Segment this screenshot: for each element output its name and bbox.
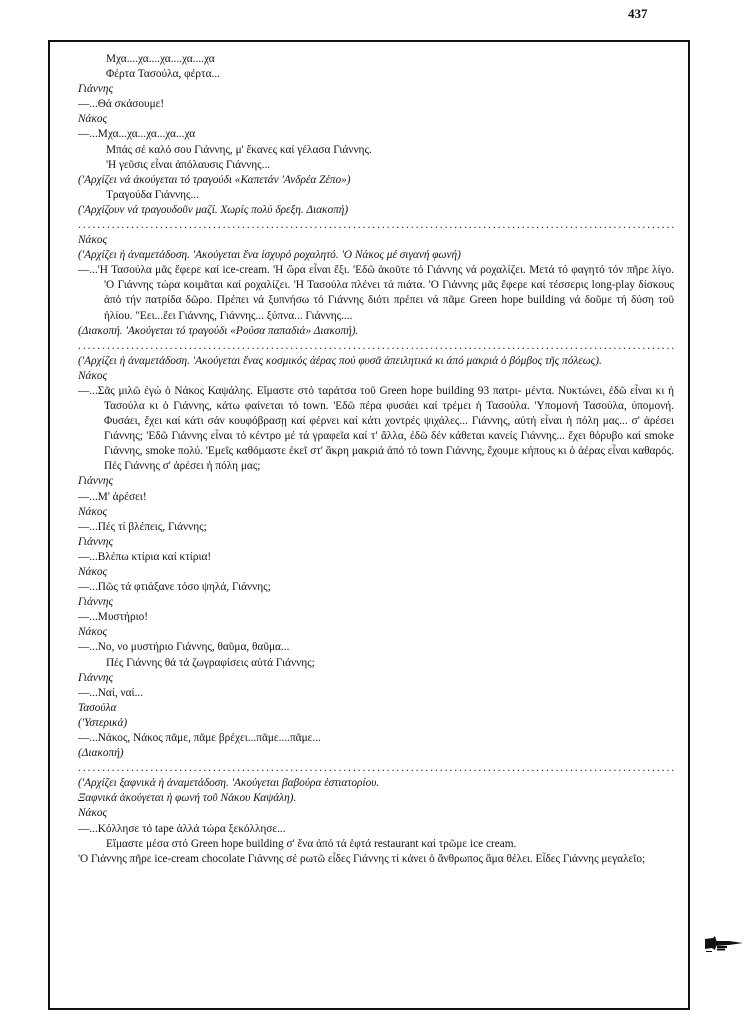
dialogue-line: 'Η γεῦσις εἶναι ἀπόλαυσις Γιάννης... (106, 158, 271, 171)
dialogue-line: —...Μυστήριο! (78, 611, 149, 624)
speaker-name: Γιάννης (78, 475, 114, 488)
dotted-separator (78, 219, 674, 232)
pointing-hand-icon (703, 934, 745, 954)
text-block-3 (78, 354, 674, 762)
dialogue-line: —...'Η Τασούλα μᾶς ἔφερε καί ice-cream. 'Η ὥρα εἶναι ἔξι. 'Εδῶ ἀκοῦτε τό Γιάννης νά ροχαλίζει. Μετά τό φαγητό τόν πῆρε λίγο. 'Ο Γιάννης τώρα κοιμᾶται καί ροχαλίζει. 'Η Τασούλα πλένει τά πιάτα. 'Ο Γιάννης μᾶς ἔφερε καί τέσσερις long-play δίσκους ἀπό τήν πατρίδα δῶρο. Πρέπει νά ξυπνήσω τό Γιάννης διότι πρέπει νά πᾶμε Green hope building νά δοῦμε τή δύση τοῦ ἡλίου. "Εει...ἔει Γιάννης, Γιάννης... ξύπνα... Γιάννης.... (78, 264, 674, 322)
dotted-separator (78, 762, 674, 775)
dialogue-line: —...Ναί, ναί... (78, 686, 144, 699)
dialogue-line: —...Νο, νο μυστήριο Γιάννης, θαῦμα, θαῦμα... (78, 641, 290, 654)
speaker-name: Νάκος (78, 505, 108, 518)
dialogue-line: —...Μ' ἀρέσει! (78, 490, 147, 503)
text-block-4 (78, 776, 674, 867)
dialogue-line: —...Νάκος, Νάκος πᾶμε, πᾶμε βρέχει...πᾶμε....πᾶμε... (78, 732, 321, 745)
speaker-name: Νάκος (78, 234, 108, 247)
dialogue-line: Εἴμαστε μέσα στό Green hope building σ' ἕνα ἀπό τά ἑφτά restaurant καί τρῶμε ice cream. (106, 837, 517, 850)
speaker-name: Γιάννης (78, 596, 114, 609)
dialogue-line: —...Μχα...χα...χα...χα...χα (78, 128, 196, 141)
stage-direction: ('Αρχίζει νά ἀκούγεται τό τραγούδι «Καπετάν 'Ανδρέα Ζέπο») (78, 173, 351, 186)
document-body (78, 52, 674, 867)
dialogue-line: —...Θά σκάσουμε! (78, 98, 165, 111)
speaker-name: Νάκος (78, 807, 108, 820)
stage-direction: ('Υστερικά) (78, 716, 128, 729)
dialogue-line: —...Πῶς τά φτιάξανε τόσο ψηλά, Γιάννης; (78, 581, 271, 594)
stage-direction: ('Αρχίζει ξαφνικά ἡ ἀναμετάδοση. 'Ακούγεται βαβούρα ἑστιατορίου. (78, 777, 380, 790)
dialogue-line: —...Κόλλησε τό tape ἀλλά τώρα ξεκόλλησε... (78, 822, 286, 835)
text-block-1 (78, 52, 674, 218)
dialogue-line: 'Ο Γιάννης πῆρε ice-cream chocolate Γιάννης σέ ρωτῶ εἶδες Γιάννης τί κάνει ὁ ἄνθρωπος ἅμα θέλει. Εἶδες Γιάννης μεγαλεῖο; (78, 852, 646, 865)
dialogue-line: —...Βλέπω κτίρια καί κτίρια! (78, 550, 212, 563)
speaker-name: Νάκος (78, 369, 108, 382)
stage-direction: ('Αρχίζει ἡ ἀναμετάδοση. 'Ακούγεται ἕνα ἰσχυρό ροχαλητό. 'Ο Νάκος μέ σιγανή φωνή) (78, 249, 461, 262)
speaker-name: Νάκος (78, 113, 108, 126)
speaker-name: Τασούλα (78, 701, 117, 714)
dialogue-line: —...Σᾶς μιλῶ ἐγώ ὁ Νάκος Καψάλης. Εἴμαστε στό ταράτσα τοῦ Green hope building 93 πατρι- μέντα. Νυκτώνει, ἐδῶ εἶναι κι ἡ Τασούλα κι ὁ Γιάννης, κάτω φαίνεται τό town. 'Εδῶ πέρα φυσάει καί τρέμει ἡ Τασούλα. 'Υπομονή Τασούλα, ὑπομονή. Φυσάει, ἔχει καί κάτι σάν κουφόβρασῃ καί φέρνει καί κάτι χοντρές ψιχάλες... Γιάννης, αὐτή εἶναι ἡ πόλη μας... σ' ἀρέσει Γιάννης; 'Εδῶ Γιάννης εἶναι τό κέντρο μέ τά γραφεῖα καί τ' ἄλλα, ἐδῶ δέν κάθεται κανείς Γιάννης... ἔχει θόρυβο καί smoke Γιάννης, smoke πολύ. 'Εμεῖς καθόμαστε ἐκεῖ στ' ἄκρη μακριά ἀπό τό town Γιάννης, ἔχουμε κήπους κι ὁ ἀέρας εἶναι καθαρός. Πές Γιάννης σ' ἀρέσει ἡ πόλη μας; (78, 384, 674, 473)
speaker-name: Γιάννης (78, 671, 114, 684)
dialogue-line: —...Πές τί βλέπεις, Γιάννης; (78, 520, 207, 533)
dotted-separator (78, 340, 674, 353)
stage-direction: ('Αρχίζουν νά τραγουδοῦν μαζί. Χωρίς πολύ δρεξη. Διακοπή) (78, 203, 349, 216)
dialogue-line: Μχα....χα....χα....χα....χα (106, 53, 215, 65)
stage-direction: Ξαφνικά ἀκούγεται ἡ φωνή τοῦ Νάκου Καψάλη). (78, 792, 297, 805)
speaker-name: Γιάννης (78, 535, 114, 548)
text-block-2 (78, 233, 674, 339)
page-number: 437 (628, 6, 648, 21)
stage-direction: (Διακοπή) (78, 747, 124, 760)
dialogue-line: Πές Γιάννης θά τά ζωγραφίσεις αὐτά Γιάννης; (106, 656, 315, 669)
speaker-name: Γιάννης (78, 83, 114, 96)
stage-direction: ('Αρχίζει ἡ ἀναμετάδοση. 'Ακούγεται ἕνας κοσμικός ἀέρας πού φυσᾶ ἀπειλητικά κι ἀπό μακριά ὁ βόμβος τῆς πόλεως). (78, 354, 602, 367)
speaker-name: Νάκος (78, 566, 108, 578)
dialogue-line: Τραγούδα Γιάννης... (106, 188, 199, 201)
stage-direction: (Διακοπή. 'Ακούγεται τό τραγούδι «Ρούσα παπαδιά» Διακοπή). (78, 324, 359, 337)
dialogue-line: Φέρτα Τασούλα, φέρτα... (106, 68, 220, 81)
dialogue-line: Μπάς σέ καλό σου Γιάννης, μ' ἔκανες καί γέλασα Γιάννης. (106, 143, 372, 156)
speaker-name: Νάκος (78, 626, 108, 639)
